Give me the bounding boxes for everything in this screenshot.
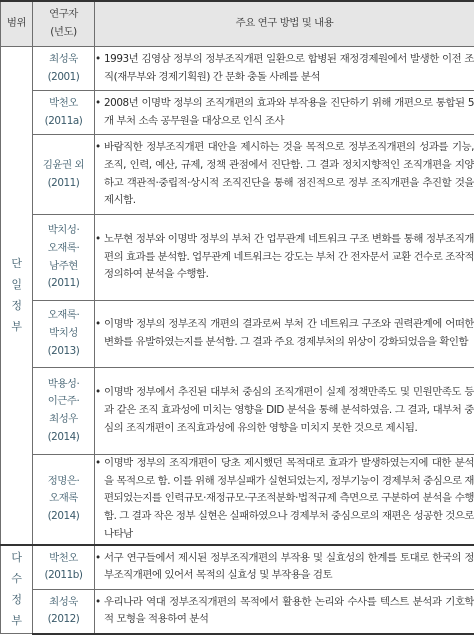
description-cell	[95, 91, 474, 135]
scope-char: 다	[1, 547, 32, 568]
scope-header: 범위	[1, 1, 33, 47]
content-header: 주요 연구 방법 및 내용	[95, 1, 474, 47]
scope-cell	[1, 545, 33, 634]
author-cell	[33, 455, 95, 545]
bullet-icon: •	[95, 316, 104, 351]
bullet-icon: •	[95, 51, 104, 86]
bullet-icon: •	[95, 139, 104, 210]
author-line: 김윤권 외	[33, 157, 94, 175]
author-line: 남주현	[33, 258, 94, 276]
table-body	[1, 47, 474, 634]
table-row	[1, 135, 474, 215]
bullet-icon: •	[95, 95, 104, 130]
table-row	[1, 545, 474, 590]
description-text: 이명박 정부에서 추진된 대부처 중심의 조직개편이 실제 정책만족도 및 민원만족도 등과 같은 조직 효과성에 미치는 영향을 DID 분석을 통해 분석하였음. 그 결과, 대부처 중심의 조직개편이 조직효과성에 유의한 영향을 미치지 못한 것으로 제시됨.	[104, 384, 474, 437]
description-cell	[95, 135, 474, 215]
description-text: 이명박 정부의 조직개편이 당초 제시했던 목적대로 효과가 발생하였는지에 대한 분석을 목적으로 함. 이를 위해 정부실패가 실현되었는지, 정부기능이 경제부처 중심으로 재편되었는지를 인력규모·재정규모·구조적분화·법적규제 측면으로 구분하여 분석을 수행함. 그 결과 작은 정부 실현은 실패하였으나 경제부처 중심으로의 재편은 성공한 것으로 나타남	[104, 455, 474, 544]
author-line: 박천오	[33, 95, 94, 113]
description-text: 바람직한 정부조직개편 대안을 제시하는 것을 목적으로 정부조직개편의 성과를 기능, 조직, 인력, 예산, 규제, 정책 관점에서 진단함. 그 결과 정치지향적인 조직개편을 지양하고 객관적·중립적·상시적 조직진단을 통해 점진적으로 정부 조직개편을 추진할 것을 제시함.	[104, 139, 474, 210]
description-cell	[95, 368, 474, 455]
author-line: 오재록·	[33, 307, 94, 325]
author-header-line: 연구자	[33, 6, 94, 24]
description-text: 1993년 김영삼 정부의 정부조직개편 일환으로 합병된 재정경제원에서 발생한 이전 조직(재무부와 경제기획원) 간 문화 충돌 사례를 분석	[104, 51, 474, 86]
author-line: 이근주·	[33, 393, 94, 411]
table-row	[1, 215, 474, 301]
author-line: 박치성	[33, 325, 94, 343]
description-cell	[95, 215, 474, 301]
table-row	[1, 455, 474, 545]
author-line: (2011b)	[33, 567, 94, 585]
author-line: (2011)	[33, 175, 94, 193]
table-row	[1, 301, 474, 368]
bullet-icon: •	[95, 384, 104, 437]
author-cell	[33, 545, 95, 590]
scope-char: 수	[1, 568, 32, 589]
author-cell	[33, 590, 95, 634]
author-cell	[33, 215, 95, 301]
author-line: 박치성·	[33, 222, 94, 240]
author-cell	[33, 301, 95, 368]
author-line: 정명은·	[33, 473, 94, 491]
author-line: 오재록	[33, 490, 94, 508]
author-line: (2001)	[33, 69, 94, 87]
author-cell	[33, 91, 95, 135]
description-text: 우리나라 역대 정부조직개편의 목적에서 활용한 논리와 수사를 텍스트 분석과 기호학적 모형을 적용하여 분석	[104, 594, 474, 629]
description-text: 이명박 정부의 정부조직 개편의 결과로써 부처 간 네트워크 구조와 권력관계에 어떠한 변화를 유발하였는지를 분석함. 그 결과 주요 경제부처의 위상이 강화되었음을 확인함	[104, 316, 474, 351]
scope-char: 정	[1, 589, 32, 610]
scope-char: 일	[1, 274, 32, 295]
table-row	[1, 47, 474, 91]
scope-cell	[1, 47, 33, 545]
author-line: 최성욱	[33, 51, 94, 69]
author-line: (2014)	[33, 429, 94, 447]
description-cell	[95, 455, 474, 545]
table-row	[1, 590, 474, 634]
author-line: (2013)	[33, 343, 94, 361]
bullet-icon: •	[95, 550, 104, 585]
author-line: (2014)	[33, 508, 94, 526]
description-cell	[95, 301, 474, 368]
author-cell	[33, 368, 95, 455]
author-header-line: (년도)	[33, 24, 94, 42]
table-row	[1, 91, 474, 135]
author-line: 최성우	[33, 411, 94, 429]
scope-char: 부	[1, 316, 32, 337]
author-line: 최성욱	[33, 594, 94, 612]
description-cell	[95, 590, 474, 634]
bullet-icon: •	[95, 231, 104, 284]
table-header-row	[1, 1, 474, 47]
scope-char: 정	[1, 295, 32, 316]
author-cell	[33, 47, 95, 91]
author-line: (2012)	[33, 611, 94, 629]
bullet-icon: •	[95, 455, 104, 544]
author-line: 오재록·	[33, 240, 94, 258]
description-cell	[95, 545, 474, 590]
author-header	[33, 1, 95, 47]
author-line: (2011a)	[33, 113, 94, 131]
author-line: 박용성·	[33, 376, 94, 394]
description-text: 2008년 이명박 정부의 조직개편의 효과와 부작용을 진단하기 위해 개편으로 통합된 5개 부처 소속 공무원을 대상으로 인식 조사	[104, 95, 474, 130]
author-line: (2011)	[33, 275, 94, 293]
author-line: 박천오	[33, 550, 94, 568]
bullet-icon: •	[95, 594, 104, 629]
description-text: 서구 연구들에서 제시된 정부조직개편의 부작용 및 실효성의 한계를 토대로 한국의 정부조직개편에 있어서 목적의 실효성 및 부작용을 검토	[104, 550, 474, 585]
scope-char: 부	[1, 610, 32, 631]
description-text: 노무현 정부와 이명박 정부의 부처 간 업무관계 네트워크 구조 변화를 통해 정부조직개편의 효과를 분석함. 업무관계 네트워크는 강도는 부처 간 전자문서 교환 건수로 조작적 정의하여 분석을 수행함.	[104, 231, 474, 284]
scope-char: 단	[1, 253, 32, 274]
description-cell	[95, 47, 474, 91]
author-cell	[33, 135, 95, 215]
table-row	[1, 368, 474, 455]
